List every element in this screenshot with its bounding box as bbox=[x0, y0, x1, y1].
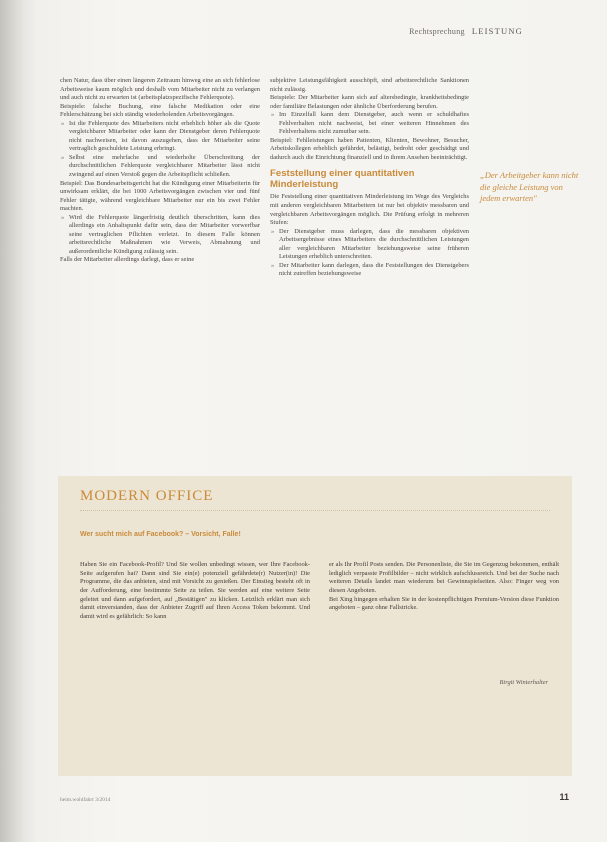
box-title: MODERN OFFICE bbox=[80, 488, 214, 504]
box-left-paragraph: Haben Sie ein Facebook-Profil? Und Sie wollen unbedingt wissen, wer Ihre Facebook-Seite aufgerufen hat? Dann sind Sie ein(e) potenziell gefährdete(r) Nutzer(in)! Die Programme, die das anbieten, sind mit Vorsicht zu genießen. Der Einstieg besteht oft in der Aufforderung, eine bestimmte Seite zu teilen. Sie werden auf eine weitere Seite geleitet und dann aufgefordert, auf „Bestätigen" zu klicken. Letztlich erklärt man sich damit einverstanden, dass der Anbieter Zugriff auf Ihren Access Token bekommt. Und damit wird es gefährlich: So kann bbox=[80, 561, 310, 620]
list-item: » Im Einzelfall kann dem Dienstgeber, auch wenn er schuldhaftes Fehlverhalten nicht nachweist, bei einer weiteren Hinnehmen des Fehlverhaltens nicht zumutbar sein. bbox=[279, 111, 469, 137]
list-item: » Der Dienstgeber muss darlegen, dass die messbaren objektiven Arbeitsergebnisse eines Mitarbeiters die durchschnittlichen Leistungen aller vergleichbaren Mitarbeiter beziehungsweise seine früheren Leistungen erheblich unterschreiten. bbox=[279, 228, 469, 262]
left-paragraph-2: Beispiele: falsche Buchung, eine falsche Medikation oder eine Fehlerschätzung bei sich ständig wiederholenden Arbeitsvorgängen. bbox=[60, 102, 260, 119]
footer-issue: heim.wohlfahrt 3/2014 bbox=[60, 797, 111, 803]
left-bullet-list-a bbox=[60, 120, 260, 180]
box-author: Birgit Winterhalter bbox=[499, 679, 548, 686]
left-bullet-list-b bbox=[60, 214, 260, 257]
middle-column bbox=[270, 77, 469, 279]
header-section: LEISTUNG bbox=[471, 26, 523, 36]
mid-paragraph-2: Beispiele: Der Mitarbeiter kann sich auf altersbedingte, krankheitsbedingte oder familiäre Belastungen oder ähnliche Überforderung berufen. bbox=[270, 94, 469, 110]
header-category: Rechtsprechung bbox=[409, 27, 465, 36]
list-item: » Selbst eine mehrfache und wiederholte Überschreitung der durchschnittlichen Fehlerquote vergleichbarer Mitarbeiter lässt nicht zwingend auf einen Verstoß gegen die Arbeitspflicht schließen. bbox=[69, 154, 260, 180]
box-divider bbox=[80, 510, 550, 511]
mid-paragraph-3: Beispiel: Fehlleistungen haben Patienten, Klienten, Bewohner, Besucher, Arbeitskollegen erheblich gefährdet, belästigt, bedroht oder geschädigt und dadurch auch die Einrichtung finanziell und in ihrem Ansehen beeinträchtigt. bbox=[270, 136, 469, 161]
modern-office-box bbox=[58, 476, 572, 776]
left-paragraph-3: Beispiel: Das Bundesarbeitsgericht hat die Kündigung einer Mitarbeiterin für unwirksam erklärt, die bei 1000 Arbeitsvorgängen zwischen vier und fünf Fehler tätigte, während vergleichbare Mitarbeiter nur ein bis zwei Fehler machten. bbox=[60, 179, 260, 213]
section-subhead: Feststellung einer quantitativen Minderleistung bbox=[270, 168, 415, 191]
mid-bullet-list-a bbox=[270, 111, 469, 137]
mid-paragraph-1: subjektive Leistungsfähigkeit ausschöpft, sind arbeitsrechtliche Sanktionen nicht zulässig. bbox=[270, 77, 469, 93]
pull-quote: „Der Arbeitgeber kann nicht die gleiche Leistung von jedem erwarten" bbox=[480, 170, 579, 203]
left-column bbox=[60, 77, 260, 265]
mid-paragraph-4: Die Feststellung einer quantitativen Minderleistung im Wege des Vergleichs mit anderen vergleichbaren Mitarbeitern ist nur bei objektiv messbaren und vergleichbaren Arbeitsvorgängen möglich. Die Prüfung erfolgt in mehreren Stufen: bbox=[270, 193, 469, 227]
page-number: 11 bbox=[559, 792, 569, 802]
mid-bullet-list-b bbox=[270, 228, 469, 279]
box-right-paragraph-1: er als Ihr Profil Posts senden. Die Personenliste, die Sie im Gegenzug bekommen, enthält lediglich verpasste Profilbilder – nicht wirklich aufschlussreich. Und bei der Suche nach weiteren Details landet man wiederum bei Gewinnspielseiten. Also: Finger weg von diesen Angeboten. bbox=[329, 561, 559, 594]
left-paragraph-4: Falls der Mitarbeiter allerdings darlegt, dass er seine bbox=[60, 256, 195, 264]
left-paragraph-1: chen Natur, dass über einen längeren Zeitraum hinweg eine an sich fehlerlose Arbeitsweise kaum möglich und deshalb vom Mitarbeiter nicht zu verlangen und auch nicht zu erwarten ist (arbeitsplatzspezifische Fehlerquote). bbox=[60, 77, 260, 102]
box-left-column bbox=[80, 561, 310, 622]
page-binding-shadow bbox=[0, 0, 24, 842]
list-item: » Wird die Fehlerquote längerfristig deutlich überschritten, kann dies allerdings ein Anhaltspunkt dafür sein, dass der Mitarbeiter vorwerfbar seine vertraglichen Pflichten verletzt. In diesem Falle können arbeitsrechtliche Maßnahmen wie Verweis, Abmahnung und außerordentliche Kündigung zulässig sein. bbox=[69, 214, 260, 257]
list-item: » Ist die Fehlerquote des Mitarbeiters nicht erheblich höher als die Quote vergleichbarer Mitarbeiter oder kann der Dienstgeber deren Fehlerquote nicht nachweisen, ist davon auszugehen, dass der Mitarbeiter seine vertraglich geschuldete Leistung erbringt. bbox=[69, 120, 260, 154]
running-head bbox=[409, 26, 523, 36]
box-right-column bbox=[329, 561, 559, 613]
list-item: » Der Mitarbeiter kann darlegen, dass die Feststellungen des Dienstgebers nicht zutreffen beziehungsweise bbox=[279, 262, 469, 279]
box-subtitle: Wer sucht mich auf Facebook? – Vorsicht, Falle! bbox=[80, 531, 241, 538]
box-right-paragraph-2: Bei Xing hingegen erhalten Sie in der kostenpflichtigen Premium-Version diese Funktion angeboten – ganz ohne Fallstricke. bbox=[329, 595, 559, 612]
